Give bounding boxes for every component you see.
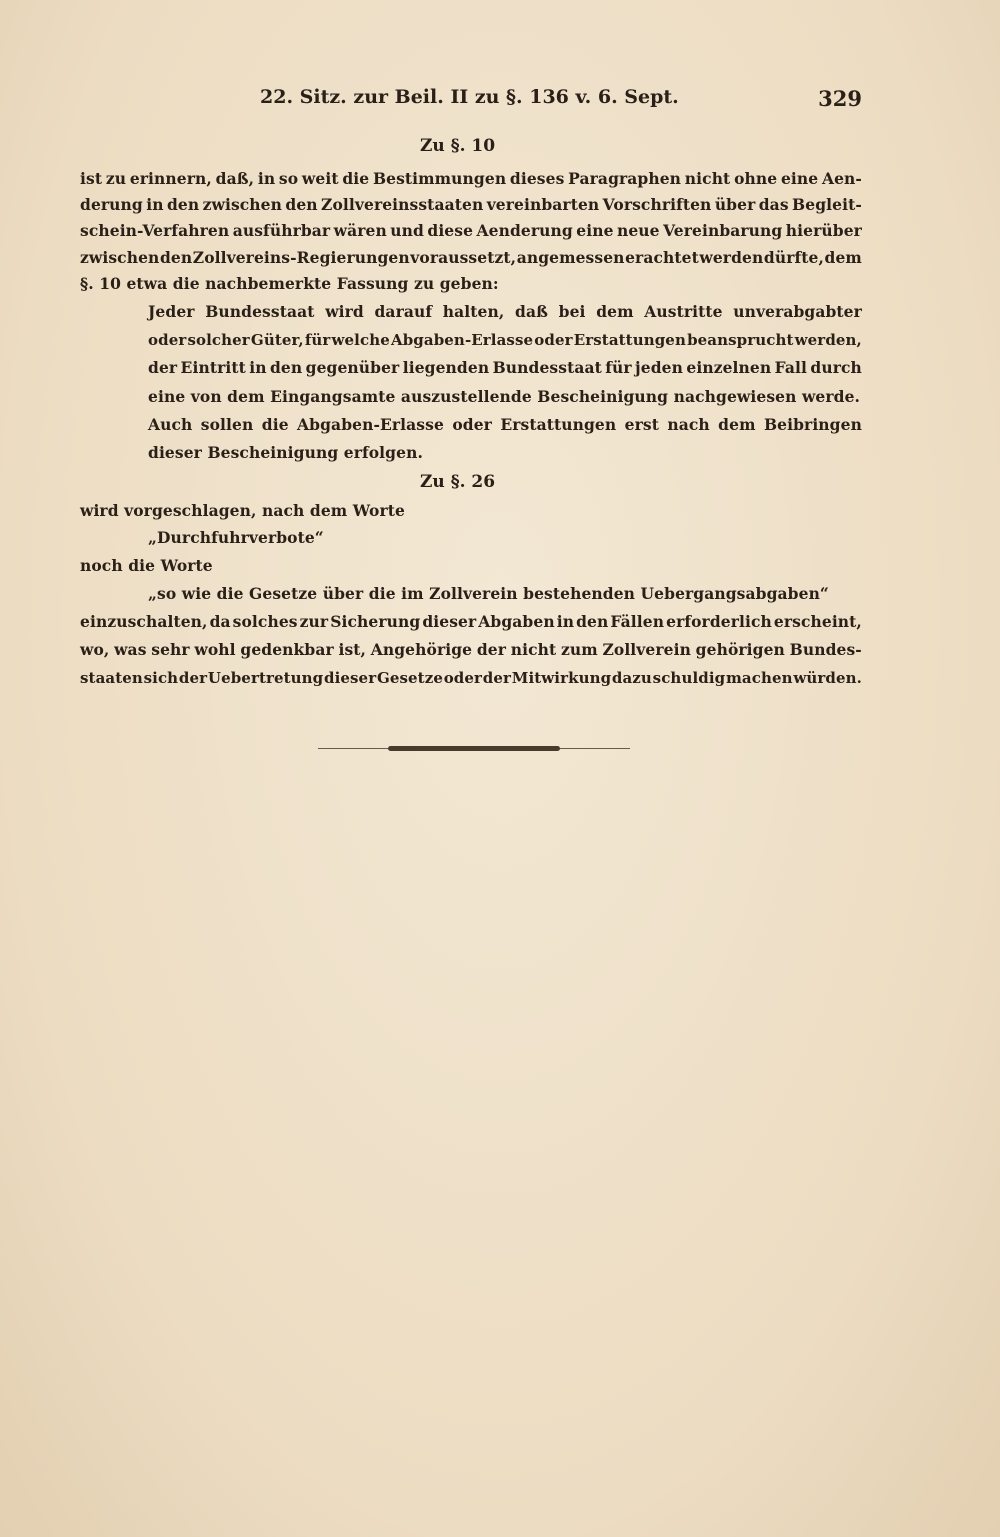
paragraph-line: §. 10 etwa die nachbemerkte Fassung zu geben: [80,274,499,293]
quoted-term: „so wie die Gesetze über die im Zollverein bestehenden Uebergangsabgaben“ [148,584,829,603]
paragraph-line: ist zu erinnern, daß, in so weit die Bestimmungen dieses Paragraphen nicht ohne eine Aen- [80,169,862,188]
quote-line: Jeder Bundesstaat wird darauf halten, daß bei dem Austritte unverabgabter [148,302,862,321]
section-heading-10: Zu §. 10 [420,136,496,156]
divider-ornament [388,746,560,751]
ornamental-divider [318,746,630,752]
quoted-term: „Durchfuhrverbote“ [148,528,324,547]
quote-line: dieser Bescheinigung erfolgen. [148,443,423,462]
paragraph-line: wird vorgeschlagen, nach dem Worte [80,501,405,520]
quote-line: eine von dem Eingangsamte auszustellende Bescheinigung nachgewiesen werde. [148,387,861,406]
paragraph-line: derung in den zwischen den Zollvereinsstaaten vereinbarten Vorschriften über das Begleit- [80,195,862,214]
paragraph-line: schein-Verfahren ausführbar wären und diese Aenderung eine neue Vereinbarung hierüber [80,221,862,240]
paragraph-line: noch die Worte [80,556,213,575]
paragraph-line: wo, was sehr wohl gedenkbar ist, Angehörige der nicht zum Zollverein gehörigen Bundes- [80,640,862,659]
paragraph-line: einzuschalten, da solches zur Sicherung dieser Abgaben in den Fällen erforderlich erscheint, [80,612,862,631]
quote-line: der Eintritt in den gegenüber liegenden Bundesstaat für jeden einzelnen Fall durch [148,358,862,377]
paragraph-line: zwischen den Zollvereins-Regierungen voraussetzt, angemessen erachtet werden dürfte, dem [80,248,862,267]
quote-line: Auch sollen die Abgaben-Erlasse oder Erstattungen erst nach dem Beibringen [148,415,862,434]
quote-line: oder solcher Güter, für welche Abgaben-Erlasse oder Erstattungen beansprucht werden, [148,331,862,349]
section-heading-26: Zu §. 26 [420,472,496,492]
page-number: 329 [818,86,862,111]
running-head: 22. Sitz. zur Beil. II zu §. 136 v. 6. Sept. [260,86,679,108]
page-header [80,86,862,116]
paragraph-line: staaten sich der Uebertretung dieser Gesetze oder der Mitwirkung dazu schuldig machen würden. [80,669,862,687]
